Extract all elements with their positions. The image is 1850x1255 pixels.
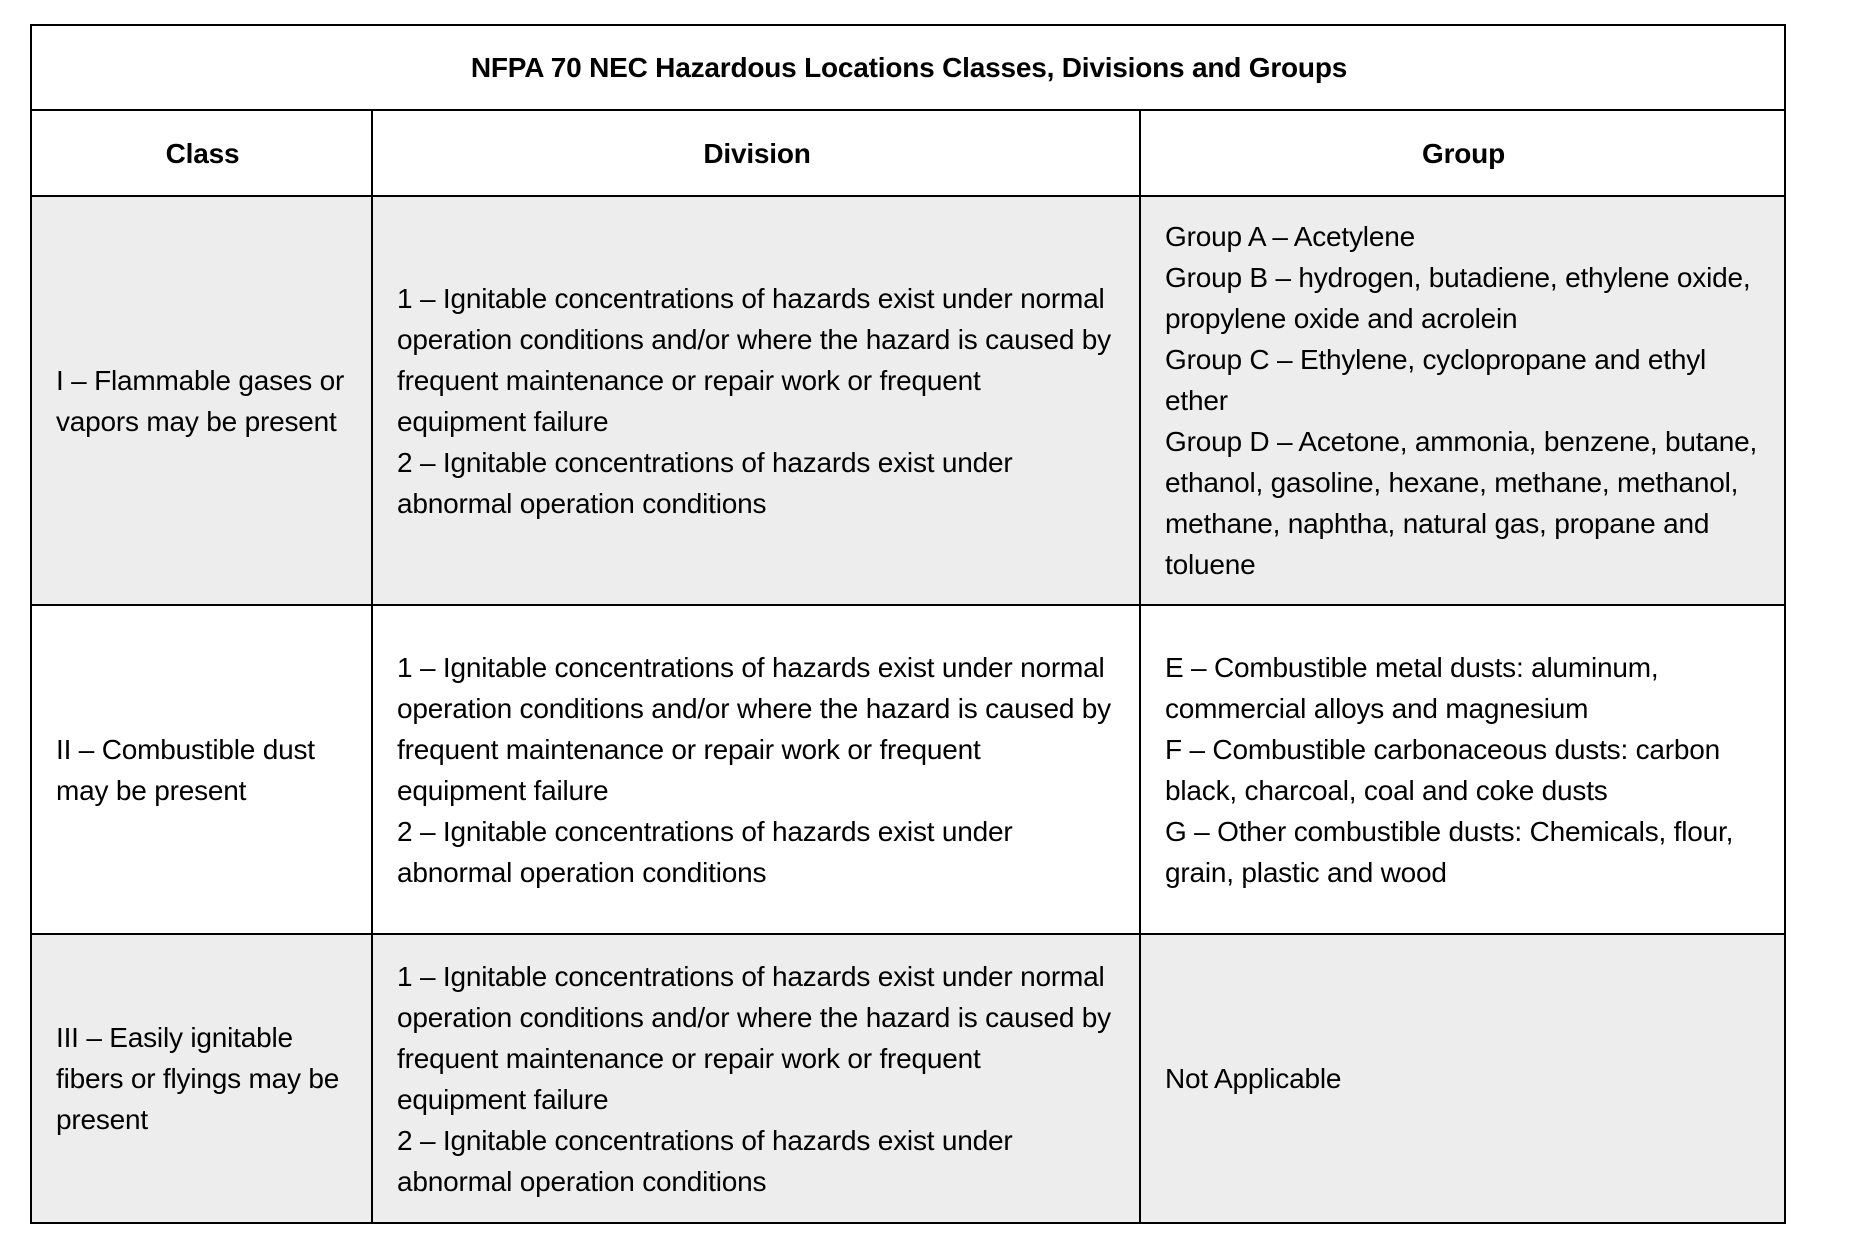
division-cell — [372, 196, 1140, 605]
division-1-text: 1 – Ignitable concentrations of hazards exist under normal operation conditions and/or where the hazard is caused by frequent maintenance or repair work or frequent equipment failure — [397, 282, 1111, 437]
table-row-class-iii — [31, 934, 1785, 1223]
table-title: NFPA 70 NEC Hazardous Locations Classes, Divisions and Groups — [31, 25, 1785, 110]
group-not-applicable-text: Not Applicable — [1165, 1063, 1342, 1094]
hazardous-locations-table — [30, 24, 1786, 1224]
group-g-text: G – Other combustible dusts: Chemicals, flour, grain, plastic and wood — [1165, 815, 1734, 888]
group-b-text: Group B – hydrogen, butadiene, ethylene oxide, propylene oxide and acrolein — [1165, 262, 1751, 334]
column-header-division: Division — [372, 110, 1140, 196]
table-row-class-i — [31, 196, 1785, 605]
group-a-text: Group A – Acetylene — [1165, 221, 1415, 252]
division-cell — [372, 605, 1140, 934]
column-header-group: Group — [1140, 110, 1785, 196]
group-cell — [1140, 934, 1785, 1223]
division-1-text: 1 – Ignitable concentrations of hazards exist under normal operation conditions and/or where the hazard is caused by frequent maintenance or repair work or frequent equipment failure — [397, 651, 1111, 806]
division-2-text: 2 – Ignitable concentrations of hazards exist under abnormal operation conditions — [397, 446, 1013, 519]
group-cell — [1140, 605, 1785, 934]
table-row-class-ii — [31, 605, 1785, 934]
division-cell — [372, 934, 1140, 1223]
group-c-text: Group C – Ethylene, cyclopropane and ethyl ether — [1165, 344, 1707, 416]
class-cell: II – Combustible dust may be present — [31, 605, 372, 934]
header-row — [31, 110, 1785, 196]
division-2-text: 2 – Ignitable concentrations of hazards exist under abnormal operation conditions — [397, 1124, 1013, 1197]
class-cell: I – Flammable gases or vapors may be present — [31, 196, 372, 605]
title-row — [31, 25, 1785, 110]
column-header-class: Class — [31, 110, 372, 196]
division-2-text: 2 – Ignitable concentrations of hazards exist under abnormal operation conditions — [397, 815, 1013, 888]
division-1-text: 1 – Ignitable concentrations of hazards exist under normal operation conditions and/or where the hazard is caused by frequent maintenance or repair work or frequent equipment failure — [397, 960, 1111, 1115]
group-d-text: Group D – Acetone, ammonia, benzene, butane, ethanol, gasoline, hexane, methane, methanol, methane, naphtha, natural gas, propane and toluene — [1165, 426, 1758, 580]
group-e-text: E – Combustible metal dusts: aluminum, commercial alloys and magnesium — [1165, 651, 1659, 724]
group-f-text: F – Combustible carbonaceous dusts: carbon black, charcoal, coal and coke dusts — [1165, 733, 1721, 806]
group-cell — [1140, 196, 1785, 605]
class-cell: III – Easily ignitable fibers or flyings may be present — [31, 934, 372, 1223]
